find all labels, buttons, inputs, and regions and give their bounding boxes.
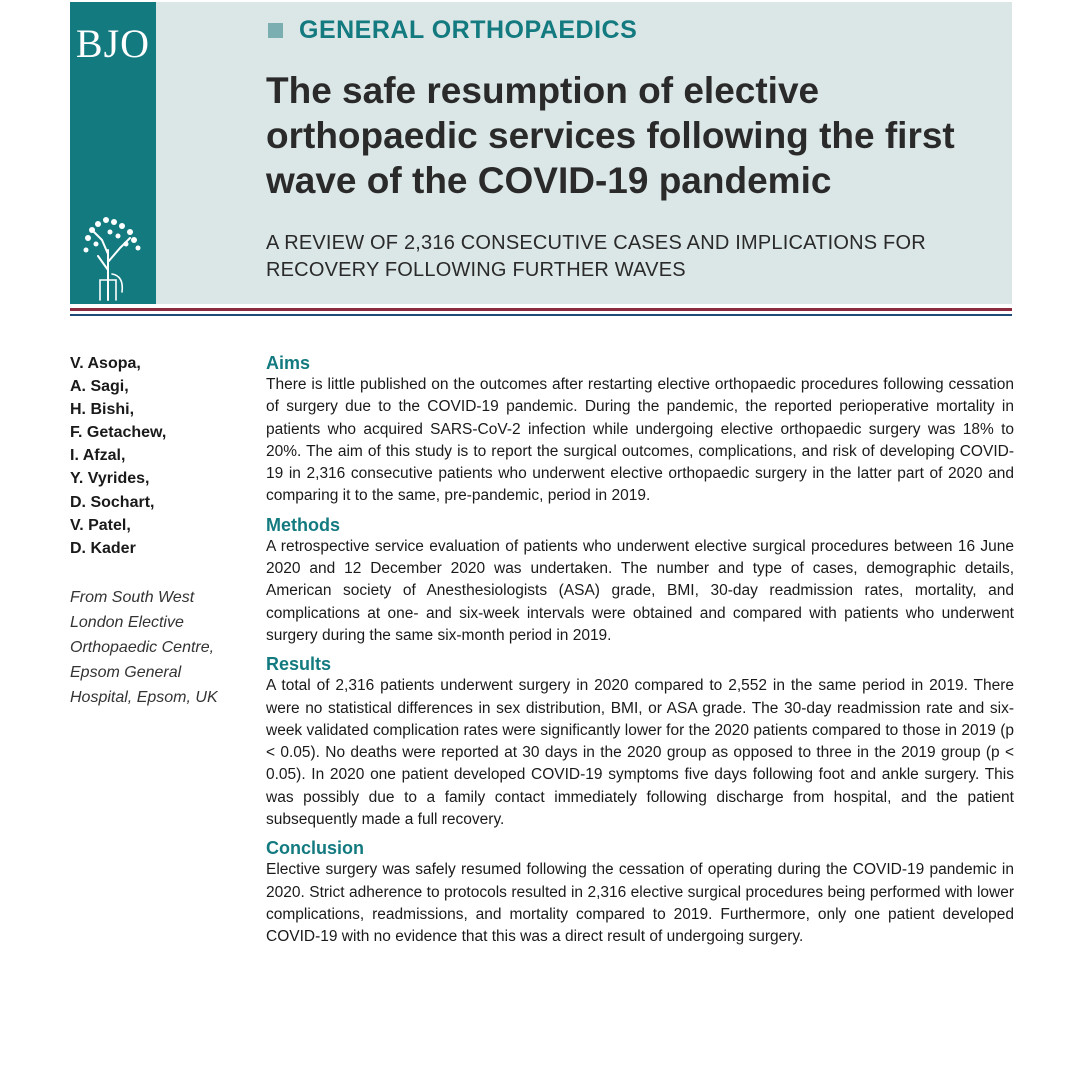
author[interactable]: A. Sagi, [70,378,129,396]
article-title [266,68,1006,203]
results-heading: Results [266,654,332,675]
author[interactable]: I. Afzal, [70,447,126,465]
section-label [268,16,637,45]
title-line: orthopaedic services following the first [266,115,955,156]
affiliation [70,585,250,710]
author-list [70,352,250,560]
tree-logo-icon [78,210,148,302]
author[interactable]: D. Kader [70,539,136,557]
subtitle-line: A REVIEW OF 2,316 CONSECUTIVE CASES AND IMPLICATIONS FOR [266,232,926,254]
title-line: The safe resumption of elective [266,70,820,111]
methods-text: A retrospective service evaluation of patients who underwent elective surgical procedures between 16 June 2020 and 12 December 2020 was undertaken. The number and type of cases, demographic details, American society of Anesthesiologists (ASA) grade, BMI, 30-day readmission rates, mortality, and complications at one- and six-week intervals were obtained and compared with patients who underwent surgery during the same six-month period in 2019. [266,537,1014,644]
subtitle-line: RECOVERY FOLLOWING FURTHER WAVES [266,259,686,281]
aims-heading: Aims [266,353,311,373]
methods-heading: Methods [266,514,340,535]
affiliation-line: Orthopaedic Centre, [70,639,215,656]
author[interactable]: Y. Vyrides, [70,470,150,488]
divider-rule-thin [70,314,1012,316]
affiliation-line: Epsom General [70,664,182,681]
affiliation-line: From South West [70,589,195,606]
conclusion-heading: Conclusion [266,838,364,859]
author[interactable]: V. Asopa, [70,355,141,372]
aims-text: There is little published on the outcomes after restarting elective orthopaedic procedures following cessation of surgery due to the COVID-19 pandemic. During the pandemic, the reported perioperative mortality in patients who acquired SARS-CoV-2 infection while undergoing elective orthopaedic surgery was 18% to 20%. The aim of this study is to report the surgical outcomes, complications, and risk of developing COVID-19 in 2,316 consecutive patients who underwent elective orthopaedic surgery in the latter part of 2020 and comparing it to the same, pre-pandemic, period in 2019. [266,376,1014,505]
conclusion-text: Elective surgery was safely resumed following the cessation of operating during the COVID-19 pandemic in 2020. Strict adherence to protocols resulted in 2,316 elective surgical procedures being performed with lower complications, readmissions, and mortality compared to 2019. Furthermore, only one patient developed COVID-19 with no evidence that this was a direct result of undergoing surgery. [266,861,1014,946]
article-subtitle [266,230,1006,284]
author[interactable]: D. Sochart, [70,493,155,511]
abstract [266,352,1014,955]
section-text: GENERAL ORTHOPAEDICS [299,16,638,44]
title-line: wave of the COVID-19 pandemic [266,160,832,201]
author[interactable]: H. Bishi, [70,401,135,419]
author[interactable]: V. Patel, [70,516,131,534]
section-square-icon [268,23,283,38]
journal-logo[interactable] [70,2,156,304]
author[interactable]: F. Getachew, [70,424,167,442]
results-text: A total of 2,316 patients underwent surgery in 2020 compared to 2,552 in the same period in 2019. There were no statistical differences in sex distribution, BMI, or ASA grade. The 30-day readmission rate and six-week validated complication rates were significantly lower for the 2020 patients compared to those in 2019 (p < 0.05). No deaths were reported at 30 days in the 2020 group as opposed to three in the 2019 group (p < 0.05). In 2020 one patient developed COVID-19 symptoms five days following foot and ankle surgery. This was possibly due to a family contact immediately following discharge from hospital, and the patient subsequently made a full recovery. [266,677,1014,829]
affiliation-line: Hospital, Epsom, UK [70,689,218,706]
journal-abbr: BJO [75,21,151,66]
affiliation-line: London Elective [70,614,184,631]
divider-rule [70,308,1012,311]
